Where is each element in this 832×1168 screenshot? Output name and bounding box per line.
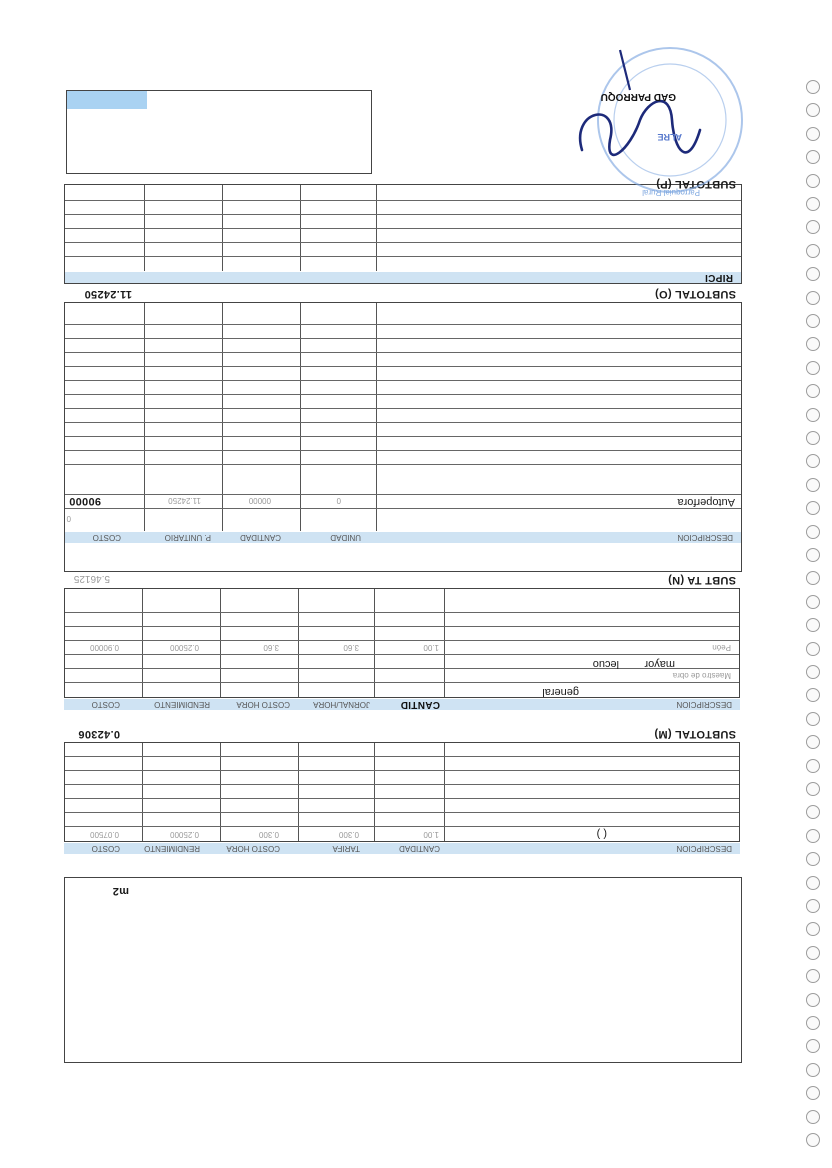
spiral-ring (806, 548, 820, 562)
spiral-ring (806, 899, 820, 913)
spiral-ring (806, 1110, 820, 1124)
subtotal-o-label: SUBTOTAL (O) (654, 288, 736, 300)
spiral-ring (806, 759, 820, 773)
spiral-ring (806, 174, 820, 188)
stamp-org-text: GAD PARROQU (600, 91, 676, 102)
transport-header: RIPCI (65, 272, 741, 283)
spiral-ring (806, 852, 820, 866)
equipment-header: DESCRIPCION CANTIDAD TARIFA COSTO HORA RENDIMIENTO COSTO (64, 843, 740, 854)
spiral-ring (806, 665, 820, 679)
subtotal-n-label: SUBT TA (N) (667, 574, 736, 586)
spiral-ring (806, 735, 820, 749)
item-description-box (64, 877, 742, 1063)
spiral-ring (806, 922, 820, 936)
spiral-ring (806, 361, 820, 375)
materials-row-label: Autoperfora (677, 496, 735, 508)
spiral-ring (806, 454, 820, 468)
spiral-ring (806, 267, 820, 281)
spiral-ring (806, 876, 820, 890)
unit-label: m2 (112, 885, 129, 897)
spiral-ring (806, 220, 820, 234)
official-stamp (560, 30, 760, 200)
spiral-ring (806, 642, 820, 656)
spiral-ring (806, 1086, 820, 1100)
labor-row-mayor: mayor (644, 658, 675, 670)
spiral-ring (806, 337, 820, 351)
spiral-ring (806, 1133, 820, 1147)
spiral-ring (806, 782, 820, 796)
spiral-ring (806, 571, 820, 585)
spiral-ring (806, 408, 820, 422)
spiral-ring (806, 1016, 820, 1030)
subtotal-m-value: 0.42306 (78, 728, 120, 740)
spiral-ring (806, 829, 820, 843)
spiral-ring (806, 946, 820, 960)
spiral-ring (806, 384, 820, 398)
spiral-ring (806, 712, 820, 726)
spiral-ring (806, 103, 820, 117)
spiral-binding (804, 80, 824, 1160)
labor-row-lecuo: lecuo (592, 658, 619, 670)
spiral-ring (806, 244, 820, 258)
spiral-ring (806, 688, 820, 702)
labor-header: DESCRIPCION CANTID JORNAL/HORA COSTO HORA RENDIMIENTO COSTO (64, 699, 740, 710)
subtotal-n-value: 5.46125 (73, 573, 110, 584)
equipment-bracket: ( ) (596, 828, 607, 840)
spiral-ring (806, 525, 820, 539)
materials-header: DESCRIPCION UNIDAD CANTIDAD P. UNITARIO COSTO (65, 532, 741, 543)
subtotal-o-value: 11.24250 (84, 288, 132, 300)
spiral-ring (806, 993, 820, 1007)
spiral-ring (806, 969, 820, 983)
spiral-ring (806, 1039, 820, 1053)
equipment-table: ( ) 1.00 0.300 0.300 0.25000 0.07500 (64, 742, 740, 842)
materials-table: DESCRIPCION UNIDAD CANTIDAD P. UNITARIO COSTO 0 Autoperfora 0 00000 11.24250 90000 (64, 302, 742, 572)
spiral-ring (806, 127, 820, 141)
spiral-ring (806, 595, 820, 609)
spiral-ring (806, 478, 820, 492)
spiral-ring (806, 314, 820, 328)
subtotal-p-label: SUBTOTAL (P) (656, 178, 736, 190)
stamp-inner-text: ALRE (657, 132, 682, 142)
labor-row-general: general (542, 686, 579, 698)
spiral-ring (806, 150, 820, 164)
subtotal-m-label: SUBTOTAL (M) (654, 728, 736, 740)
totals-box (66, 90, 372, 174)
spiral-ring (806, 431, 820, 445)
materials-row-value: 90000 (68, 495, 101, 507)
spiral-ring (806, 805, 820, 819)
spiral-ring (806, 197, 820, 211)
spiral-ring (806, 501, 820, 515)
stamp-ring-text: Parroquial Rural (642, 188, 700, 197)
spiral-ring (806, 1063, 820, 1077)
labor-table: general mayor lecuo Maestro de obra Peón 1.00 3.60 3.60 0.25000 0.90000 (64, 588, 740, 698)
spiral-ring (806, 80, 820, 94)
spiral-ring (806, 618, 820, 632)
spiral-ring (806, 291, 820, 305)
